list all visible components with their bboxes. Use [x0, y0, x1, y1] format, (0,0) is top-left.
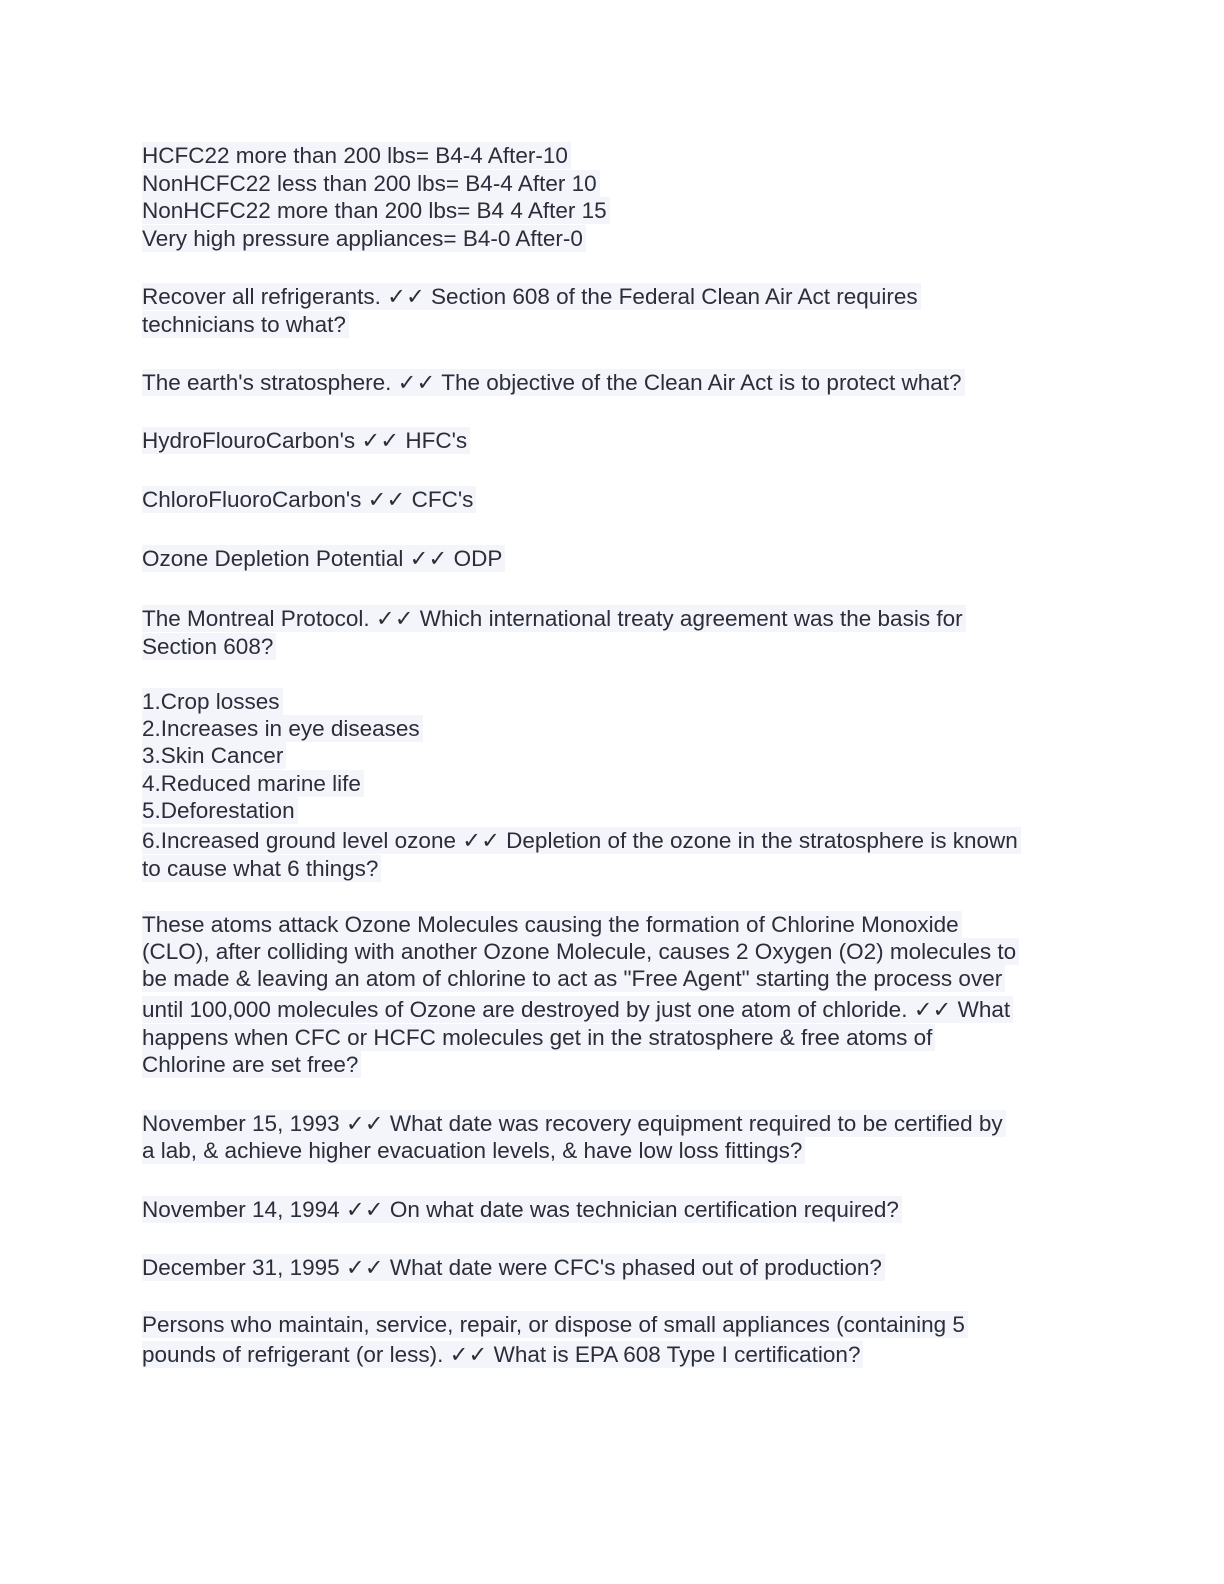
text-line: ChloroFluoroCarbon's ✓✓ CFC's	[142, 486, 476, 513]
text-line: 4.Reduced marine life	[142, 770, 364, 797]
text-line: Chlorine are set free?	[142, 1051, 361, 1078]
text-line: 2.Increases in eye diseases	[142, 715, 423, 742]
text-line: until 100,000 molecules of Ozone are destroyed by just one atom of chloride. ✓✓ What	[142, 996, 1013, 1023]
text-line: technicians to what?	[142, 311, 349, 338]
text-line: 5.Deforestation	[142, 797, 298, 824]
text-line: 6.Increased ground level ozone ✓✓ Depletion of the ozone in the stratosphere is known	[142, 827, 1021, 854]
text-line: (CLO), after colliding with another Ozone Molecule, causes 2 Oxygen (O2) molecules to	[142, 938, 1019, 965]
text-line: happens when CFC or HCFC molecules get in the stratosphere & free atoms of	[142, 1024, 935, 1051]
text-line: Ozone Depletion Potential ✓✓ ODP	[142, 545, 505, 572]
text-line: These atoms attack Ozone Molecules causing the formation of Chlorine Monoxide	[142, 911, 962, 938]
text-line: be made & leaving an atom of chlorine to act as "Free Agent" starting the process over	[142, 965, 1005, 992]
text-line: HCFC22 more than 200 lbs= B4-4 After-10	[142, 142, 571, 169]
text-line: pounds of refrigerant (or less). ✓✓ What is EPA 608 Type I certification?	[142, 1341, 863, 1368]
text-line: a lab, & achieve higher evacuation levels, & have low loss fittings?	[142, 1137, 805, 1164]
text-line: Section 608?	[142, 633, 276, 660]
text-line: HydroFlouroCarbon's ✓✓ HFC's	[142, 427, 470, 454]
text-line: to cause what 6 things?	[142, 855, 381, 882]
text-line: November 14, 1994 ✓✓ On what date was technician certification required?	[142, 1196, 902, 1223]
text-line: Recover all refrigerants. ✓✓ Section 608 of the Federal Clean Air Act requires	[142, 283, 921, 310]
text-line: NonHCFC22 more than 200 lbs= B4 4 After 15	[142, 197, 610, 224]
text-line: 1.Crop losses	[142, 688, 283, 715]
text-line: The earth's stratosphere. ✓✓ The objective of the Clean Air Act is to protect what?	[142, 369, 965, 396]
text-line: December 31, 1995 ✓✓ What date were CFC's phased out of production?	[142, 1254, 885, 1281]
text-line: November 15, 1993 ✓✓ What date was recovery equipment required to be certified by	[142, 1110, 1006, 1137]
text-line: Very high pressure appliances= B4-0 After-0	[142, 225, 586, 252]
text-line: NonHCFC22 less than 200 lbs= B4-4 After 10	[142, 170, 600, 197]
text-line: The Montreal Protocol. ✓✓ Which international treaty agreement was the basis for	[142, 605, 966, 632]
text-line: Persons who maintain, service, repair, or dispose of small appliances (containing 5	[142, 1311, 968, 1338]
text-line: 3.Skin Cancer	[142, 742, 286, 769]
